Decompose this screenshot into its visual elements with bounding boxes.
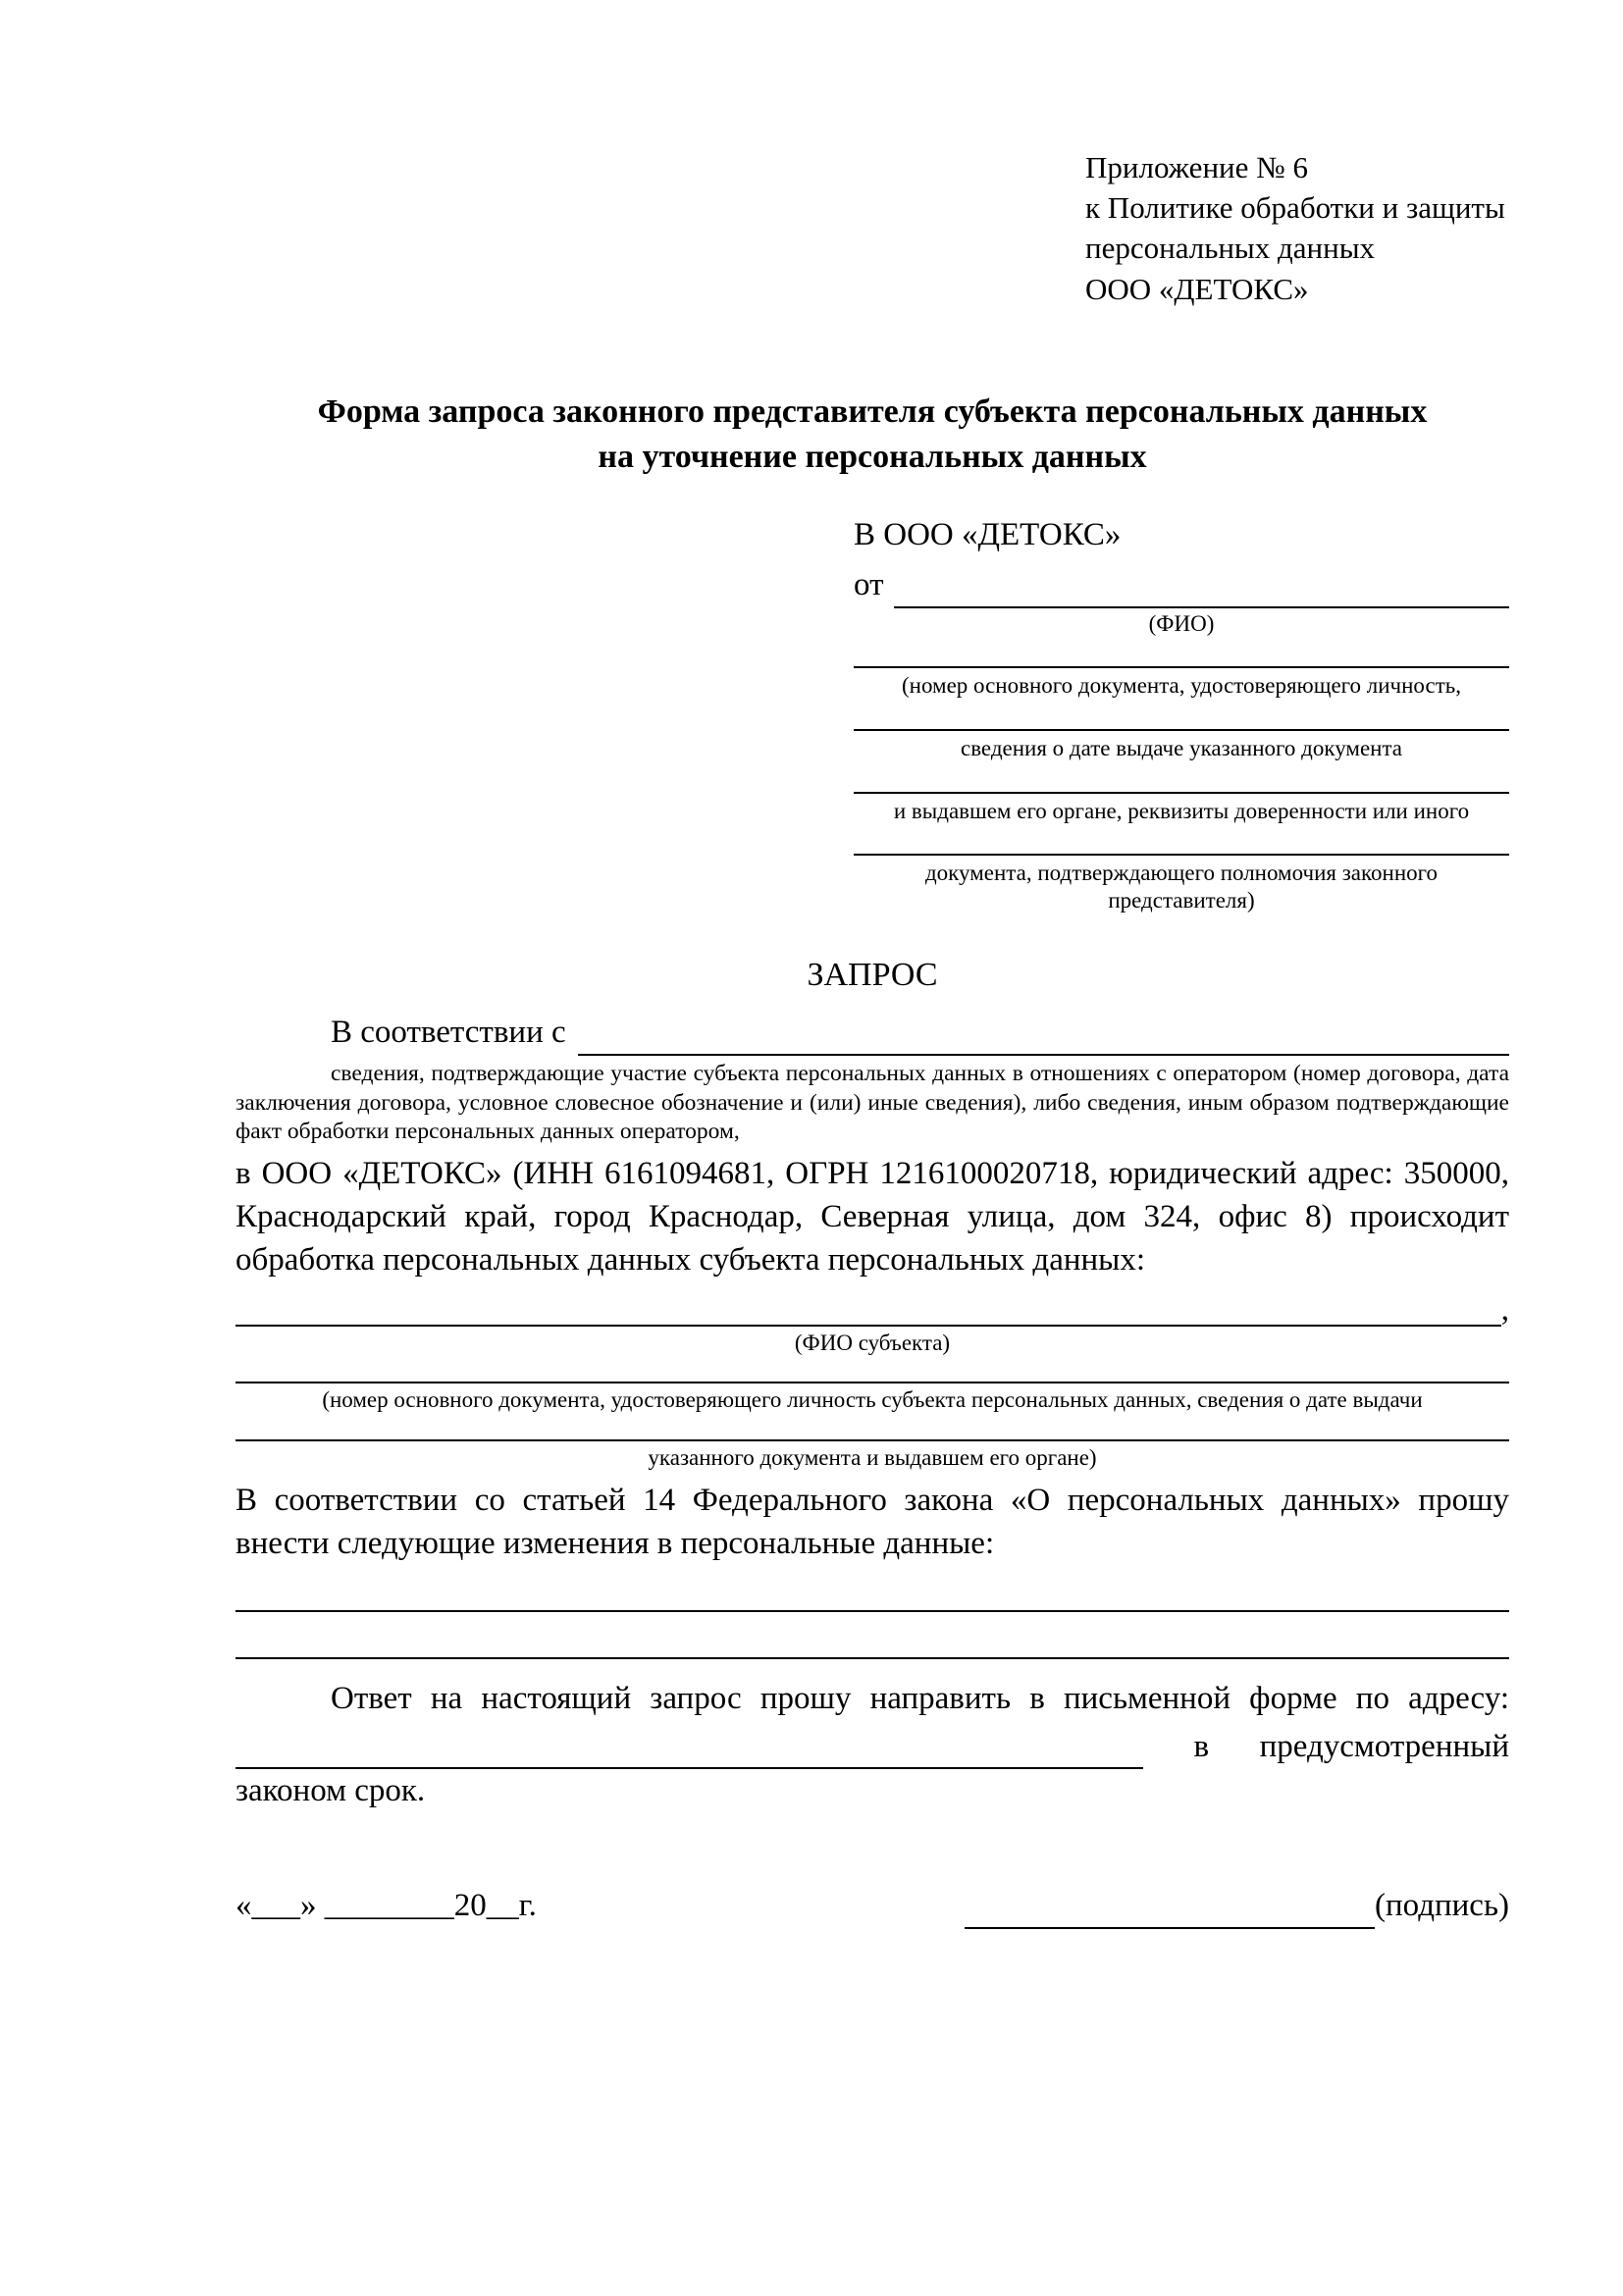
- footer-row: [236, 1884, 1509, 1929]
- fill-line: [578, 1054, 1509, 1056]
- small-print-note: сведения, подтверждающие участие субъекта персональных данных в отношениях с оператором (номер договора, дата заключения договора, условное словесное обозначение и (или) иные сведения), либо сведения, иным образом подтверждающие факт обработки персональных данных оператором,: [236, 1060, 1509, 1145]
- intro-row: [236, 1011, 1509, 1056]
- doc-field: [854, 792, 1509, 825]
- fill-line: [236, 1610, 1509, 1612]
- field-caption: сведения о дате выдаче указанного документа: [960, 735, 1403, 760]
- trailing-comma: ,: [1500, 1291, 1509, 1328]
- intro-label: В соответствии с: [331, 1015, 566, 1051]
- signature-group: [965, 1884, 1509, 1929]
- fill-line: [854, 854, 1509, 856]
- form-title-line2: на уточнение персональных данных: [598, 438, 1147, 475]
- subject-fio-row: [236, 1291, 1509, 1328]
- answer-line2: [236, 1726, 1509, 1769]
- fio-caption: (ФИО): [1148, 610, 1215, 636]
- operator-paragraph: в ООО «ДЕТОКС» (ИНН 6161094681, ОГРН 1216100020718, юридический адрес: 350000, Краснодарский край, город Краснодар, Северная улица, дом 324, офис 8) происходит обработка персональных данных субъекта персональных данных:: [236, 1156, 1509, 1278]
- doc-field: [854, 854, 1509, 913]
- appendix-line: ООО «ДЕТОКС»: [1085, 271, 1309, 306]
- date-field: «___» ________20__г.: [236, 1888, 537, 1924]
- subject-fio-caption: (ФИО субъекта): [794, 1330, 951, 1355]
- appendix-line: Приложение № 6: [1085, 150, 1308, 184]
- request-heading: ЗАПРОС: [807, 957, 938, 994]
- subject-doc-caption: указанного документа и выдавшем его органе): [648, 1445, 1097, 1471]
- subject-doc-caption: (номер основного документа, удостоверяющего личность субъекта персональных данных, сведения о дате выдачи: [322, 1387, 1423, 1413]
- field-caption: и выдавшем его органе, реквизиты доверенности или иного: [893, 798, 1470, 823]
- from-label: от: [854, 567, 884, 603]
- fill-line: [236, 1325, 1501, 1327]
- doc-field: [854, 666, 1509, 700]
- fill-line: [854, 792, 1509, 794]
- appendix-line: к Политике обработки и защиты: [1085, 190, 1505, 226]
- field-caption: (номер основного документа, удостоверяющего личность,: [901, 673, 1461, 699]
- answer-word-provided: предусмотренный: [1259, 1728, 1509, 1764]
- fill-line: [236, 1657, 1509, 1659]
- fill-line: [854, 666, 1509, 668]
- field-caption: документа, подтверждающего полномочия законного представителя): [924, 861, 1438, 913]
- signature-fill-line: [965, 1927, 1375, 1929]
- form-title-line1: Форма запроса законного представителя субъекта персональных данных: [317, 392, 1428, 430]
- from-row: [854, 563, 1509, 608]
- answer-line1: Ответ на настоящий запрос прошу направить в письменной форме по адресу:: [331, 1681, 1509, 1717]
- appendix-line: персональных данных: [1085, 231, 1376, 266]
- fill-line: [854, 729, 1509, 731]
- fill-line: [236, 1439, 1509, 1441]
- addressee-block: [854, 513, 1509, 914]
- fio-fill-line: [894, 606, 1510, 608]
- signature-caption: (подпись): [1375, 1888, 1509, 1924]
- addressee-to: В ООО «ДЕТОКС»: [854, 516, 1122, 552]
- doc-field: [854, 729, 1509, 762]
- answer-word-in: в: [1193, 1728, 1210, 1764]
- fill-line: [236, 1382, 1509, 1383]
- form-title: [236, 390, 1509, 480]
- appendix-header: [1085, 147, 1509, 309]
- law-paragraph: В соответствии со статьей 14 Федерального закона «О персональных данных» прошу внести следующие изменения в персональные данные:: [236, 1482, 1509, 1561]
- answer-line3: законом срок.: [236, 1772, 426, 1808]
